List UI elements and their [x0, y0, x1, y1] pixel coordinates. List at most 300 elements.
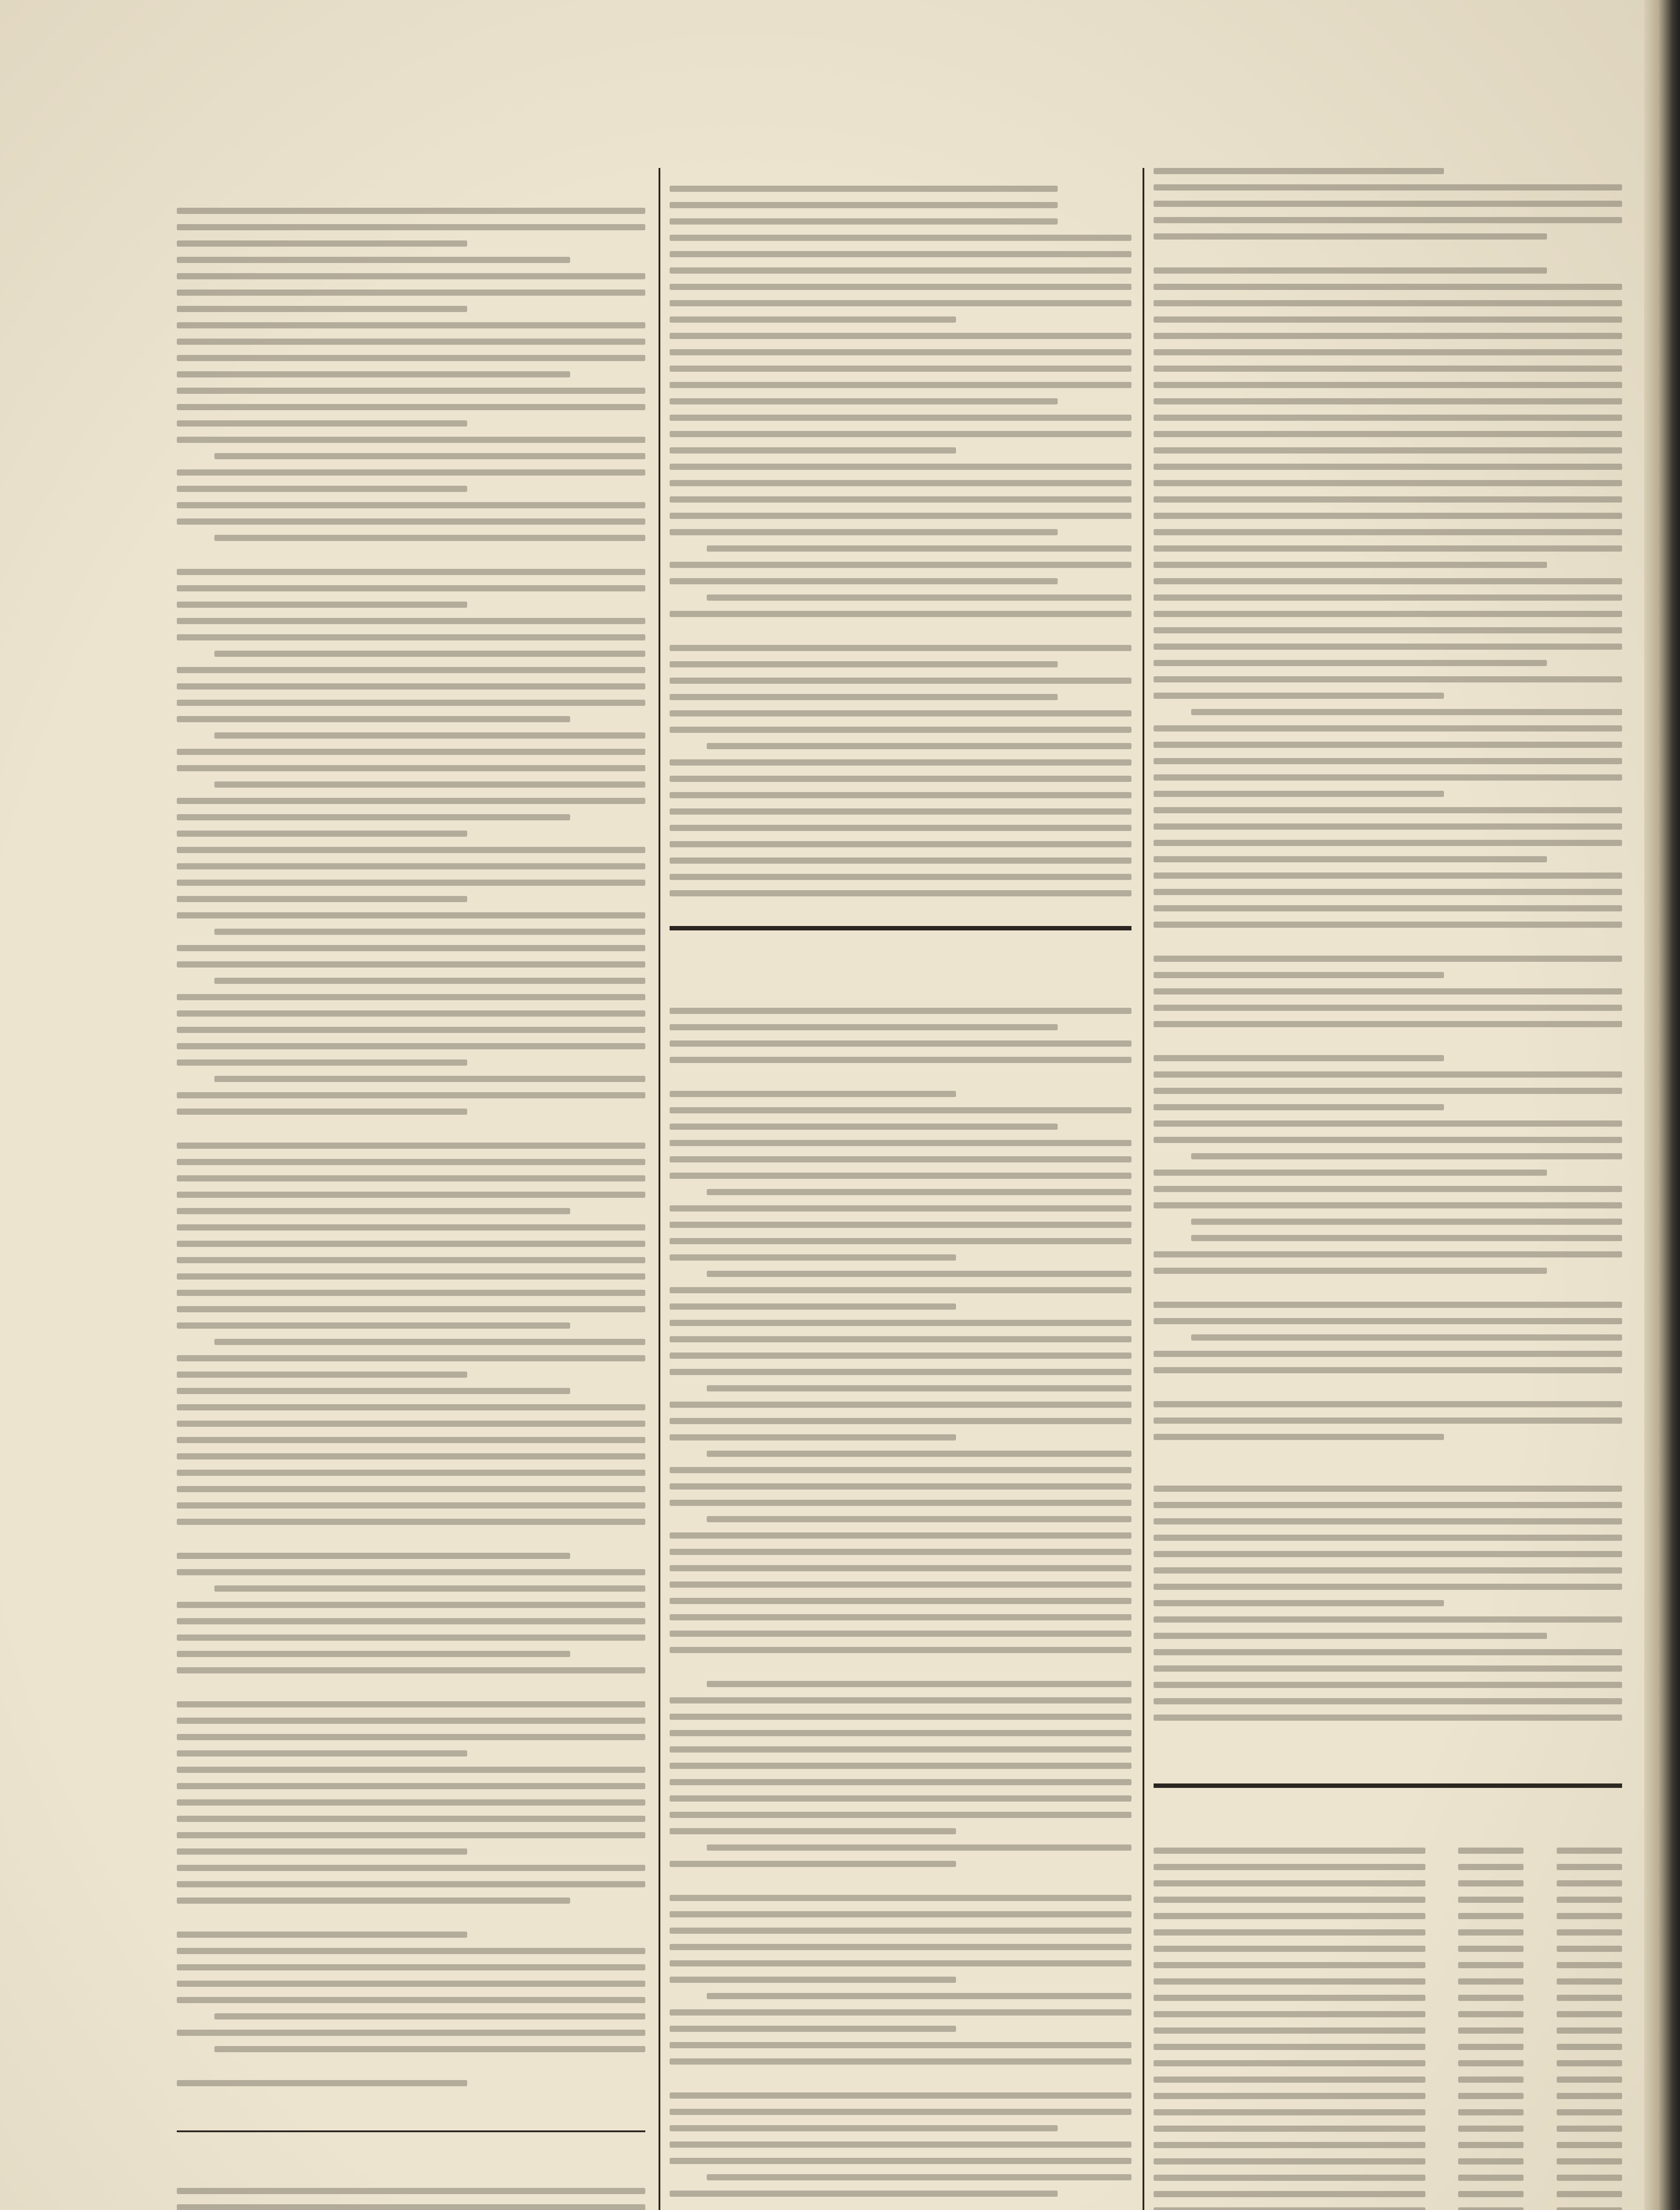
text-line — [1154, 1202, 1622, 1208]
text-line — [670, 1795, 1131, 1802]
text-block-unwetter — [177, 2188, 645, 2210]
table-cell — [1154, 2175, 1425, 2181]
table-row — [1154, 2044, 1622, 2060]
table-cell — [1557, 1864, 1622, 1870]
text-line — [214, 732, 645, 739]
text-line — [1154, 250, 1622, 267]
text-line — [177, 1932, 467, 1938]
table-cell — [1557, 2011, 1622, 2017]
table-cell — [1557, 1880, 1622, 1886]
table-row — [1154, 2207, 1622, 2210]
table-row — [1154, 2093, 1622, 2109]
table-cell — [1458, 1913, 1524, 1919]
text-line — [670, 1156, 1131, 1162]
table-cell — [1154, 1978, 1425, 1985]
table-cell — [1458, 1864, 1524, 1870]
text-line — [177, 388, 645, 394]
table-cell — [1557, 1995, 1622, 2001]
text-line — [177, 585, 645, 591]
text-line — [177, 1437, 645, 1443]
text-line — [177, 1964, 645, 1970]
text-line — [670, 496, 1131, 503]
text-line — [214, 978, 645, 984]
text-line — [670, 366, 1131, 372]
text-line — [177, 1388, 570, 1394]
table-cell — [1557, 2207, 1622, 2210]
text-line — [177, 945, 645, 951]
text-line — [670, 1911, 1131, 1917]
table-cell — [1557, 1978, 1622, 1985]
table-cell — [1557, 2126, 1622, 2132]
text-line — [670, 2026, 956, 2032]
text-line — [1154, 333, 1622, 339]
text-line — [177, 1667, 645, 1673]
text-line — [177, 634, 645, 640]
text-line — [1154, 1137, 1622, 1143]
text-line — [177, 765, 645, 771]
text-line — [1154, 1518, 1622, 1524]
text-line — [1154, 513, 1622, 519]
table-cell — [1458, 2044, 1524, 2050]
table-cell — [1557, 1848, 1622, 1854]
text-line — [670, 1812, 1131, 1818]
text-line — [177, 912, 645, 918]
text-line — [670, 2009, 1131, 2016]
table-cell — [1557, 1946, 1622, 1952]
text-line — [1154, 1055, 1444, 1061]
text-line — [214, 535, 645, 541]
text-line — [177, 1718, 645, 1724]
text-line — [707, 594, 1131, 601]
table-cell — [1154, 1848, 1425, 1854]
text-line — [1154, 316, 1622, 323]
text-line — [1154, 366, 1622, 372]
table-cell — [1154, 1913, 1425, 1919]
text-line — [1154, 956, 1622, 962]
text-line — [707, 743, 1131, 749]
text-line — [670, 464, 1131, 470]
text-line — [670, 1581, 1131, 1588]
text-line — [670, 1057, 1131, 1063]
text-line — [670, 1500, 1131, 1506]
text-line — [670, 398, 1058, 404]
text-line — [670, 1254, 956, 1261]
text-line — [1154, 1468, 1622, 1486]
text-line — [707, 1385, 1131, 1391]
text-line — [670, 1895, 1131, 1901]
text-line — [1154, 349, 1622, 355]
text-line — [670, 316, 956, 323]
table-cell — [1154, 2093, 1425, 2099]
table-cell — [1154, 2126, 1425, 2132]
text-line — [177, 1241, 645, 1247]
text-line — [1154, 1551, 1622, 1557]
table-row — [1154, 1978, 1622, 1995]
text-line — [177, 1175, 645, 1181]
text-line — [707, 1844, 1131, 1851]
text-line — [1154, 1005, 1622, 1011]
text-line — [670, 1238, 1131, 1244]
text-line — [1154, 627, 1622, 633]
table-cell — [1458, 2142, 1524, 2148]
table-cell — [1458, 2077, 1524, 2083]
text-line — [1154, 1417, 1622, 1424]
table-row — [1154, 2077, 1622, 2093]
text-line — [670, 349, 1131, 355]
text-line — [1154, 1104, 1444, 1110]
text-line — [214, 1339, 645, 1345]
text-line — [670, 792, 1131, 798]
text-line — [1154, 1698, 1622, 1704]
text-line — [1154, 578, 1622, 584]
table-cell — [1557, 1897, 1622, 1903]
text-line — [670, 333, 1131, 339]
table-cell — [1557, 1962, 1622, 1968]
text-line — [177, 355, 645, 361]
text-line — [707, 1993, 1131, 1999]
section-double-rule — [670, 926, 1131, 930]
text-line — [1154, 1021, 1622, 1027]
table-row — [1154, 1848, 1622, 1864]
text-line — [1154, 415, 1622, 421]
text-line — [670, 1173, 1131, 1179]
text-line — [1154, 267, 1547, 274]
text-line — [1154, 889, 1622, 895]
text-line — [670, 1960, 1131, 1966]
text-line — [670, 694, 1058, 700]
text-line — [1154, 1486, 1622, 1492]
table-cell — [1458, 1978, 1524, 1985]
text-line — [670, 645, 1131, 651]
text-line — [177, 1602, 645, 1608]
text-line — [670, 218, 1058, 225]
text-line — [177, 1553, 570, 1559]
table-cell — [1557, 1929, 1622, 1936]
text-line — [670, 2191, 1058, 2197]
text-line — [177, 1224, 645, 1231]
table-cell — [1154, 1995, 1425, 2001]
table-cell — [1458, 1897, 1524, 1903]
text-line — [177, 1734, 645, 1740]
text-line — [670, 1614, 1131, 1620]
table-cell — [1458, 2060, 1524, 2066]
table-cell — [1154, 1929, 1425, 1936]
table-cell — [1458, 2011, 1524, 2017]
text-line — [177, 1799, 645, 1806]
text-line — [670, 1467, 1131, 1473]
text-line — [1154, 594, 1622, 601]
text-line — [1154, 1251, 1622, 1257]
text-line — [670, 825, 1131, 831]
text-line — [670, 267, 1131, 274]
table-cell — [1154, 2142, 1425, 2148]
text-line — [670, 727, 1131, 733]
text-line — [177, 1453, 645, 1459]
text-line — [177, 994, 645, 1000]
table-cell — [1154, 2044, 1425, 2050]
text-line — [670, 874, 1131, 880]
text-line — [670, 1008, 1131, 1014]
text-line — [177, 1535, 645, 1553]
text-line — [670, 168, 1131, 186]
text-line — [177, 1372, 467, 1378]
text-line — [1191, 1334, 1622, 1341]
text-line — [1154, 1383, 1622, 1401]
text-line — [177, 2188, 645, 2194]
text-line — [1154, 660, 1547, 666]
table-cell — [1458, 2158, 1524, 2164]
table-row — [1154, 1946, 1622, 1962]
table-row — [1154, 2109, 1622, 2126]
text-line — [177, 502, 645, 508]
table-cell — [1154, 1880, 1425, 1886]
text-line — [1154, 938, 1622, 956]
text-line — [177, 1143, 645, 1149]
text-line — [670, 284, 1131, 290]
text-line — [670, 1714, 1131, 1720]
text-line — [177, 1027, 645, 1033]
text-line — [670, 1222, 1131, 1228]
table-row — [1154, 2027, 1622, 2044]
text-line — [177, 404, 645, 410]
text-line — [177, 551, 645, 569]
text-line — [177, 1355, 645, 1361]
text-line — [177, 1519, 645, 1525]
text-line — [1154, 1120, 1622, 1127]
text-line — [1154, 725, 1622, 732]
table-row — [1154, 1929, 1622, 1946]
text-line — [177, 716, 570, 722]
text-line — [1154, 184, 1622, 191]
text-line — [670, 776, 1131, 782]
text-line — [1154, 1088, 1622, 1094]
text-line — [214, 1076, 645, 1082]
text-line — [670, 1928, 1131, 1934]
text-line — [177, 1257, 645, 1263]
text-line — [177, 1898, 570, 1904]
text-line — [1154, 1302, 1622, 1308]
text-line — [177, 224, 645, 230]
text-line — [177, 1997, 645, 2003]
table-cell — [1458, 2093, 1524, 2099]
text-line — [670, 235, 1131, 241]
text-line — [670, 480, 1131, 486]
table-cell — [1154, 1962, 1425, 1968]
table-cell — [1557, 1913, 1622, 1919]
text-block-roman — [670, 1008, 1131, 2210]
text-line — [1154, 922, 1622, 928]
text-block-unwetter-continued — [670, 168, 1131, 907]
text-line — [670, 562, 1131, 568]
text-line — [1154, 1170, 1547, 1176]
text-line — [177, 322, 645, 328]
text-line — [177, 1881, 645, 1887]
text-line — [670, 1287, 1131, 1293]
text-line — [1154, 1284, 1622, 1302]
table-cell — [1154, 1864, 1425, 1870]
text-line — [1154, 1502, 1622, 1508]
text-line — [707, 1516, 1131, 1522]
text-line — [1154, 1071, 1622, 1078]
table-cell — [1154, 1897, 1425, 1903]
text-line — [707, 1451, 1131, 1457]
text-line — [214, 1585, 645, 1592]
text-line — [1154, 1633, 1547, 1639]
table-row — [1154, 1913, 1622, 1929]
table-cell — [1154, 2011, 1425, 2017]
text-line — [670, 1730, 1131, 1736]
text-line — [177, 1914, 645, 1932]
text-line — [1154, 447, 1622, 453]
table-row — [1154, 2175, 1622, 2191]
text-line — [1154, 1665, 1622, 1672]
text-line — [670, 251, 1131, 257]
table-cell — [1458, 1848, 1524, 1854]
text-line — [177, 1273, 645, 1280]
text-line — [177, 1322, 570, 1329]
table-row — [1154, 2011, 1622, 2027]
text-line — [177, 273, 645, 279]
table-cell — [1557, 2077, 1622, 2083]
text-line — [1191, 709, 1622, 715]
table-cell — [1557, 2044, 1622, 2050]
text-line — [670, 1944, 1131, 1950]
text-line — [670, 513, 1131, 519]
text-line — [177, 339, 645, 345]
table-cell — [1557, 2093, 1622, 2099]
text-line — [670, 382, 1131, 388]
text-line — [1154, 1535, 1622, 1541]
text-line — [670, 678, 1131, 684]
text-line — [670, 1565, 1131, 1571]
text-line — [670, 1779, 1131, 1785]
text-block-roman-continued — [1154, 168, 1622, 1731]
table-cell — [1458, 1880, 1524, 1886]
text-line — [1154, 823, 1622, 830]
text-line — [670, 1073, 1131, 1091]
table-cell — [1557, 2191, 1622, 2197]
text-line — [670, 611, 1131, 617]
text-line — [177, 847, 645, 853]
table-cell — [1458, 1929, 1524, 1936]
text-line — [1154, 676, 1622, 682]
text-line — [670, 431, 1131, 437]
text-line — [177, 1092, 645, 1098]
text-line — [1154, 774, 1622, 781]
table-cell — [1557, 2142, 1622, 2148]
table-cell — [1154, 2191, 1425, 2197]
text-line — [670, 1418, 1131, 1424]
text-line — [177, 1290, 645, 1296]
text-line — [1154, 644, 1622, 650]
text-line — [177, 1208, 570, 1214]
text-line — [177, 208, 645, 214]
text-line — [670, 841, 1131, 847]
text-line — [670, 1124, 1058, 1130]
text-line — [670, 1336, 1131, 1342]
text-line — [1154, 168, 1444, 174]
text-line — [177, 602, 467, 608]
text-line — [177, 700, 645, 706]
text-line — [177, 2080, 467, 2086]
text-line — [670, 1369, 1131, 1375]
table-row — [1154, 2158, 1622, 2175]
text-line — [177, 1159, 645, 1165]
text-line — [670, 202, 1058, 208]
text-line — [1154, 562, 1547, 568]
text-line — [177, 306, 467, 312]
text-line — [214, 2013, 645, 2019]
text-line — [177, 1306, 645, 1312]
table-cell — [1458, 2191, 1524, 2197]
text-line — [1154, 496, 1622, 503]
text-line — [177, 569, 645, 575]
text-line — [177, 1684, 645, 1701]
text-line — [177, 1816, 645, 1822]
table-row — [1154, 1897, 1622, 1913]
text-line — [707, 1271, 1131, 1277]
text-line — [1154, 1567, 1622, 1574]
text-line — [670, 857, 1131, 864]
text-line — [670, 1107, 1131, 1113]
text-line — [214, 453, 645, 459]
text-line — [670, 808, 1131, 815]
table-cell — [1458, 2027, 1524, 2034]
text-line — [1154, 791, 1444, 797]
text-line — [177, 1981, 645, 1987]
table-cell — [1557, 2109, 1622, 2115]
table-cell — [1154, 2077, 1425, 2083]
text-line — [670, 1532, 1131, 1539]
table-row — [1154, 1962, 1622, 1978]
text-line — [670, 1402, 1131, 1408]
text-line — [177, 880, 645, 886]
text-line — [670, 1040, 1131, 1047]
table-cell — [1458, 2126, 1524, 2132]
text-line — [1154, 1037, 1622, 1055]
text-line — [1154, 1616, 1622, 1623]
text-line — [1154, 1450, 1622, 1468]
table-row — [1154, 2142, 1622, 2158]
text-line — [177, 1635, 645, 1641]
text-line — [1154, 1367, 1622, 1373]
text-line — [1154, 431, 1622, 437]
text-line — [177, 1701, 645, 1707]
text-line — [1154, 233, 1547, 240]
text-line — [1154, 873, 1622, 879]
text-line — [707, 2174, 1131, 2180]
table-row — [1154, 2126, 1622, 2142]
text-line — [177, 2096, 645, 2114]
text-line — [670, 1091, 956, 1097]
table-cell — [1557, 2158, 1622, 2164]
text-line — [670, 1598, 1131, 1604]
text-line — [1154, 840, 1622, 846]
text-line — [177, 1109, 467, 1115]
text-line — [1154, 1318, 1622, 1324]
text-line — [1154, 693, 1444, 699]
text-line — [1154, 201, 1622, 207]
text-line — [177, 257, 570, 263]
text-line — [1191, 1219, 1622, 1225]
text-line — [177, 798, 645, 804]
text-line — [177, 1832, 645, 1838]
table-cell — [1557, 2027, 1622, 2034]
text-line — [1154, 300, 1622, 306]
text-line — [177, 1192, 645, 1198]
text-line — [1154, 856, 1547, 862]
table-cell — [1458, 1946, 1524, 1952]
